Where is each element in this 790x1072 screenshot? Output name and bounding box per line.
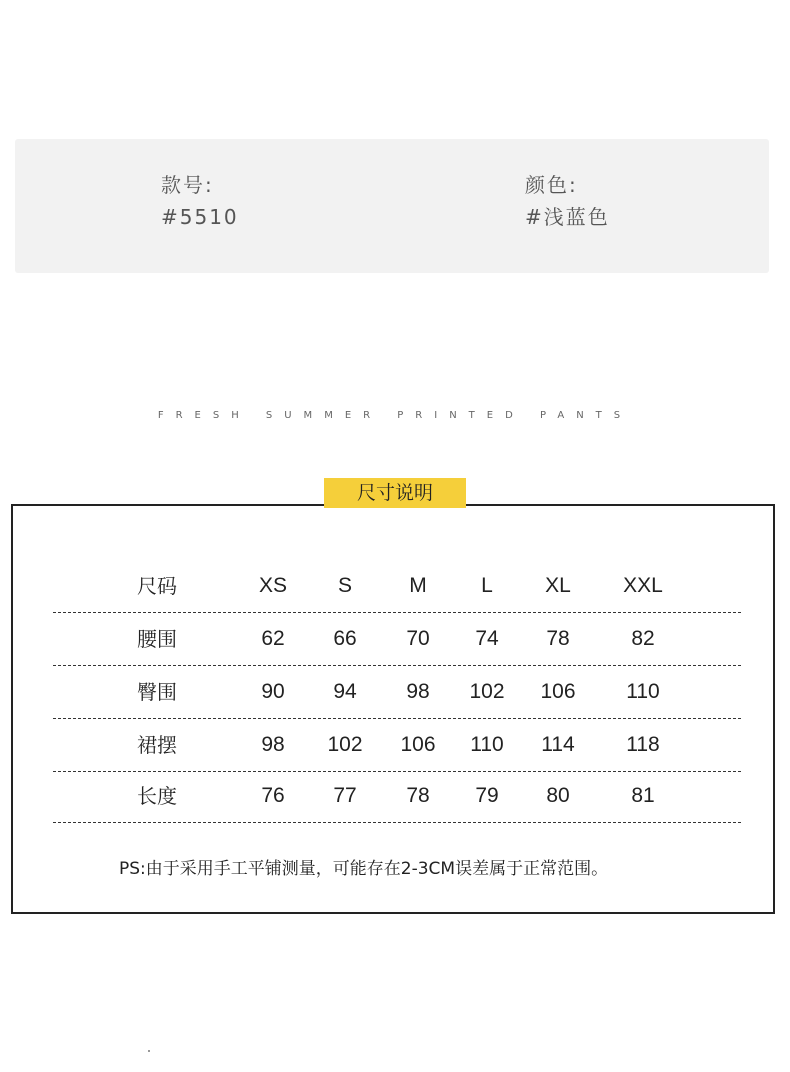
table-cell: 90 [261, 680, 285, 703]
table-cell: 94 [333, 680, 357, 703]
table-cell: 80 [546, 784, 570, 807]
measurement-note: PS:由于采用手工平铺测量，可能存在2-3CM误差属于正常范围。 [119, 859, 609, 879]
size-header-cell: L [481, 574, 493, 597]
product-info-panel [15, 139, 769, 273]
size-table-row-waist [53, 613, 741, 666]
size-chart-title: 尺寸说明 [324, 478, 466, 508]
table-cell: 62 [261, 627, 285, 650]
color-label: 颜色: [525, 173, 578, 197]
row-label: 臀围 [137, 680, 177, 704]
size-table-row-length [53, 770, 741, 823]
table-cell: 79 [475, 784, 499, 807]
size-chart-box [11, 504, 775, 914]
table-cell: 74 [475, 627, 499, 650]
row-label: 裙摆 [137, 733, 177, 757]
row-label: 腰围 [137, 627, 177, 651]
tagline: FRESH SUMMER PRINTED PANTS [157, 410, 633, 421]
table-cell: 110 [626, 680, 660, 703]
color-block [525, 169, 610, 233]
size-header-label: 尺码 [137, 574, 177, 598]
row-label: 长度 [137, 784, 177, 808]
table-cell: 118 [626, 733, 660, 756]
table-cell: 81 [631, 784, 655, 807]
table-cell: 102 [327, 733, 363, 756]
color-value: #浅蓝色 [525, 205, 610, 229]
table-cell: 77 [333, 784, 357, 807]
size-header-cell: M [409, 574, 427, 597]
size-header-cell: XS [258, 574, 287, 597]
size-table-row-hem [53, 719, 741, 772]
size-header-cell: S [337, 574, 352, 597]
style-number-label: 款号: [161, 173, 214, 197]
table-cell: 82 [631, 627, 655, 650]
table-cell: 110 [470, 733, 504, 756]
table-cell: 106 [540, 680, 576, 703]
style-number-block [161, 169, 239, 233]
table-cell: 66 [333, 627, 357, 650]
size-header-cell: XXL [623, 574, 663, 597]
size-header-row [53, 560, 741, 613]
table-cell: 102 [469, 680, 505, 703]
table-cell: 106 [400, 733, 436, 756]
size-table-row-hip [53, 666, 741, 719]
table-cell: 98 [406, 680, 430, 703]
table-cell: 114 [541, 733, 575, 756]
table-cell: 70 [406, 627, 430, 650]
decorative-dot [148, 1050, 150, 1052]
style-number-value: #5510 [161, 205, 239, 229]
size-header-cell: XL [545, 574, 571, 597]
table-cell: 78 [406, 784, 430, 807]
table-cell: 78 [546, 627, 570, 650]
table-cell: 98 [261, 733, 285, 756]
table-cell: 76 [261, 784, 285, 807]
